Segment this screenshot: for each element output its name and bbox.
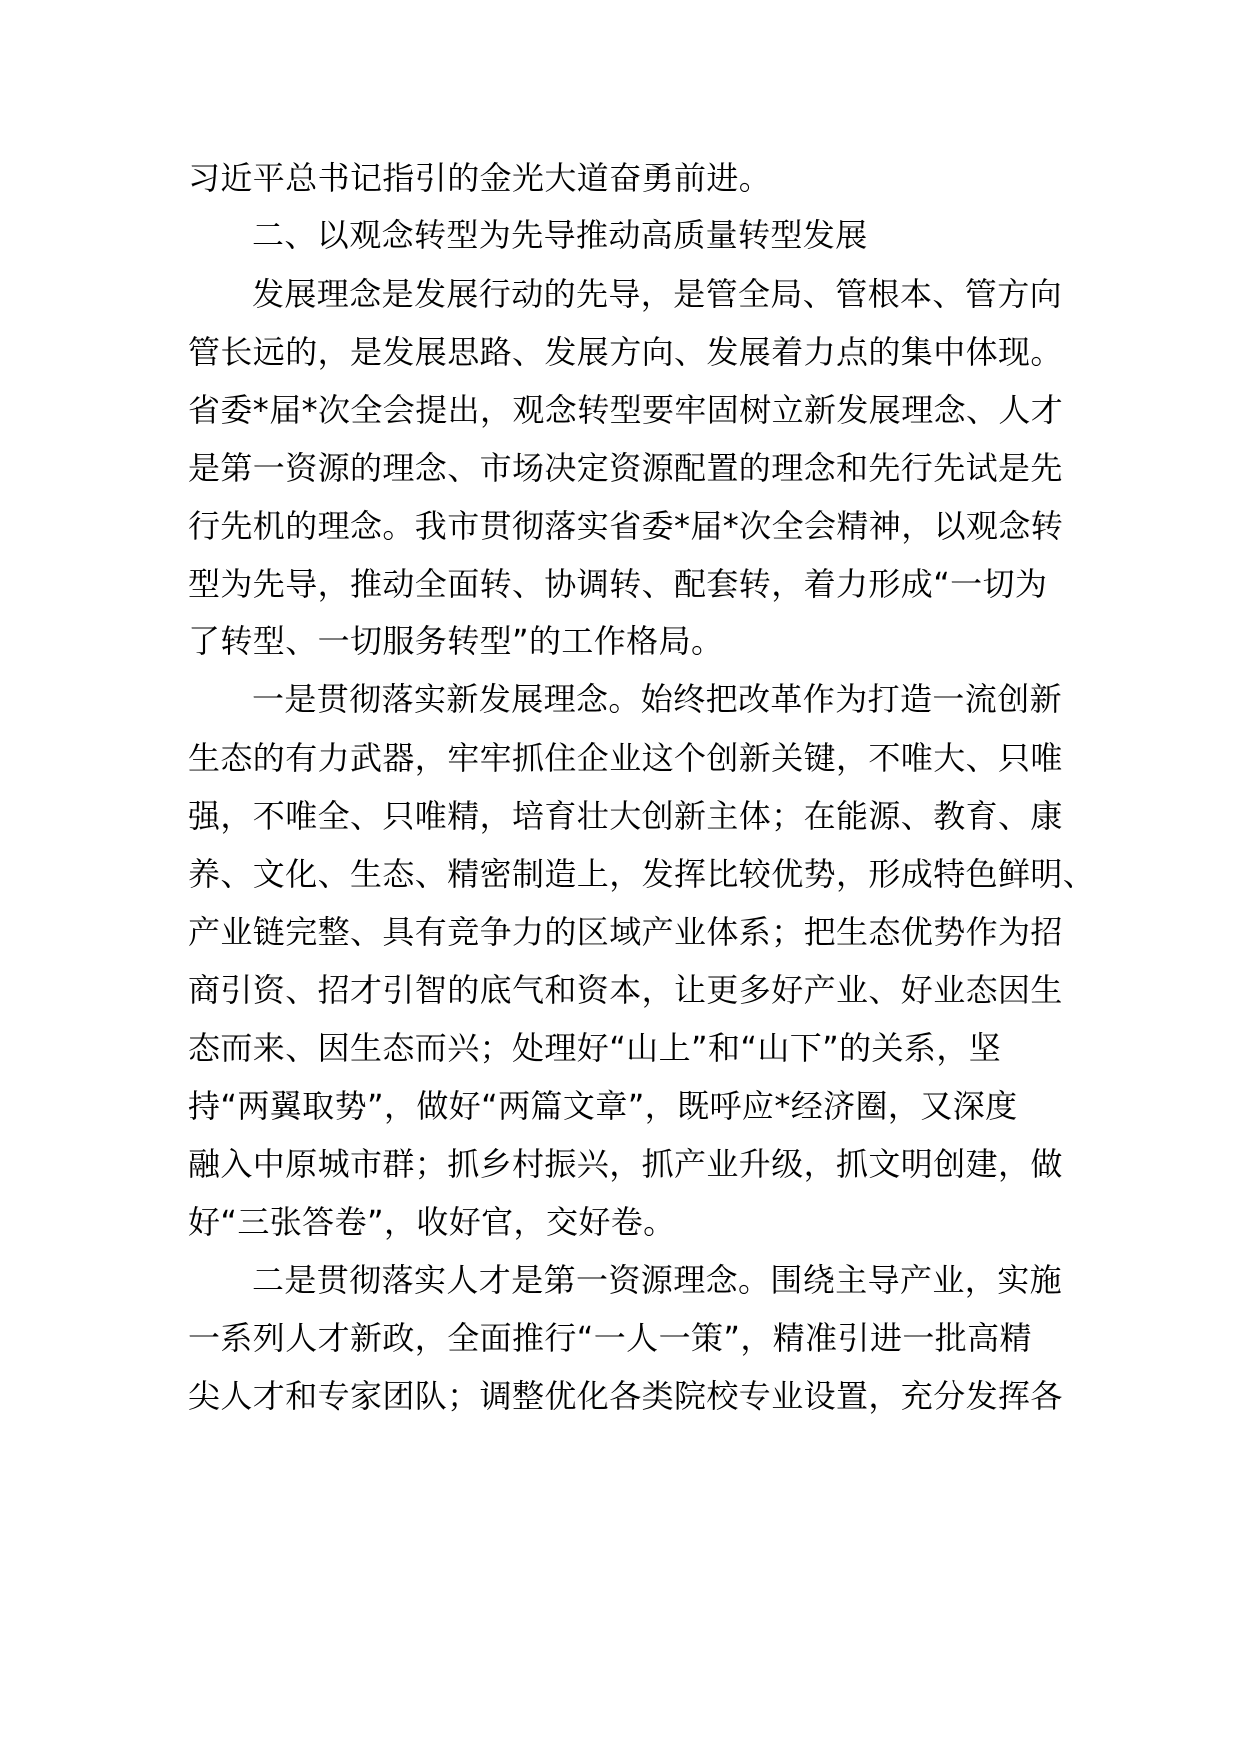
body-text-line: 一系列人才新政，全面推行“一人一策”，精准引进一批高精 (188, 1319, 1032, 1357)
body-text-line: 好“三张答卷”，收好官，交好卷。 (188, 1203, 676, 1241)
paragraph-first-line: 发展理念是发展行动的先导，是管全局、管根本、管方向 (252, 275, 1063, 313)
section-heading: 二、以观念转型为先导推动高质量转型发展 (252, 216, 868, 254)
body-text-line: 商引资、招才引智的底气和资本，让更多好产业、好业态因生 (188, 971, 1063, 1009)
body-text-line: 态而来、因生态而兴；处理好“山上”和“山下”的关系，坚 (188, 1029, 1002, 1067)
body-text-line: 产业链完整、具有竞争力的区域产业体系；把生态优势作为招 (188, 913, 1063, 951)
body-text-line: 行先机的理念。我市贯彻落实省委*届*次全会精神，以观念转 (188, 507, 1064, 545)
body-text-line: 生态的有力武器，牢牢抓住企业这个创新关键，不唯大、只唯 (188, 739, 1063, 777)
body-text-line: 融入中原城市群；抓乡村振兴，抓产业升级，抓文明创建，做 (188, 1145, 1063, 1183)
body-text-line: 了转型、一切服务转型”的工作格局。 (188, 622, 724, 660)
paragraph-first-line: 一是贯彻落实新发展理念。始终把改革作为打造一流创新 (252, 680, 1063, 718)
body-text-line: 是第一资源的理念、市场决定资源配置的理念和先行先试是先 (188, 449, 1063, 487)
body-text-line: 强，不唯全、只唯精，培育壮大创新主体；在能源、教育、康 (188, 797, 1063, 835)
body-text-line: 尖人才和专家团队；调整优化各类院校专业设置，充分发挥各 (188, 1377, 1063, 1415)
paragraph-first-line: 二是贯彻落实人才是第一资源理念。围绕主导产业，实施 (252, 1261, 1063, 1299)
body-text-line: 管长远的，是发展思路、发展方向、发展着力点的集中体现。 (188, 333, 1063, 371)
body-text-line: 省委*届*次全会提出，观念转型要牢固树立新发展理念、人才 (188, 391, 1064, 429)
body-text-line: 型为先导，推动全面转、协调转、配套转，着力形成“一切为 (188, 565, 1048, 603)
body-text-line: 持“两翼取势”，做好“两篇文章”，既呼应*经济圈，又深度 (188, 1087, 1018, 1125)
body-text-line: 养、文化、生态、精密制造上，发挥比较优势，形成特色鲜明、 (188, 855, 1096, 893)
body-text-line: 习近平总书记指引的金光大道奋勇前进。 (188, 159, 772, 197)
